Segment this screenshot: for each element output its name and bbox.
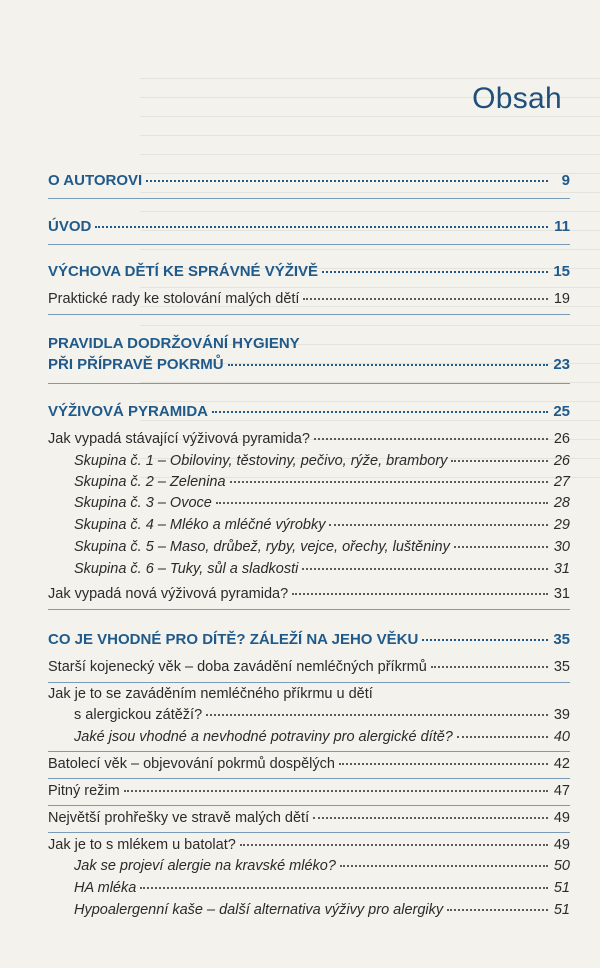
toc-entry: Pitný režim 47 [48,783,570,799]
toc-entry: PŘI PŘÍPRAVĚ POKRMŮ 23 [48,356,570,373]
toc-entry: Batolecí věk – objevování pokrmů dospělých 42 [48,756,570,772]
toc-subentry: Skupina č. 3 – Ovoce 28 [74,495,570,511]
divider [48,314,570,315]
divider [48,682,570,683]
page-title: Obsah [472,82,562,115]
toc-entry: Jak vypadá stávající výživová pyramida? 26 [48,431,570,447]
divider [48,244,570,245]
toc-entry: VÝCHOVA DĚTÍ KE SPRÁVNÉ VÝŽIVĚ 15 [48,263,570,280]
toc-entry: Starší kojenecký věk – doba zavádění nemléčných příkrmů 35 [48,659,570,675]
toc-entry: O AUTOROVI 9 [48,172,570,189]
toc-entry: ÚVOD 11 [48,218,570,235]
toc-subentry: HA mléka 51 [74,880,570,896]
toc-entry: Jak je to se zaváděním nemléčného příkrmu u dětí [48,686,373,702]
toc-entry: CO JE VHODNÉ PRO DÍTĚ? ZÁLEŽÍ NA JEHO VĚKU 35 [48,631,570,648]
toc-subentry: Jak se projeví alergie na kravské mléko? 50 [74,858,570,874]
toc-subentry: Skupina č. 1 – Obiloviny, těstoviny, pečivo, rýže, brambory 26 [74,453,570,469]
divider [48,832,570,833]
divider [48,198,570,199]
toc-subentry: Skupina č. 6 – Tuky, sůl a sladkosti 31 [74,561,570,577]
toc-subentry: Skupina č. 2 – Zelenina 27 [74,474,570,490]
toc-entry: VÝŽIVOVÁ PYRAMIDA 25 [48,403,570,420]
divider [48,778,570,779]
toc-subentry: Jaké jsou vhodné a nevhodné potraviny pro alergické dítě? 40 [74,729,570,745]
toc-subentry: Skupina č. 4 – Mléko a mléčné výrobky 29 [74,517,570,533]
toc-entry: Největší prohřešky ve stravě malých dětí 49 [48,810,570,826]
toc-subentry: Hypoalergenní kaše – další alternativa výživy pro alergiky 51 [74,902,570,918]
toc-entry: Jak vypadá nová výživová pyramida? 31 [48,586,570,602]
divider [48,383,570,384]
toc-subentry: Skupina č. 5 – Maso, drůbež, ryby, vejce, ořechy, luštěniny 30 [74,539,570,555]
toc-entry: PRAVIDLA DODRŽOVÁNÍ HYGIENY [48,335,300,352]
toc-entry: Praktické rady ke stolování malých dětí 19 [48,291,570,307]
divider [48,805,570,806]
toc-entry: Jak je to s mlékem u batolat? 49 [48,837,570,853]
divider [48,609,570,610]
toc-entry-continuation: s alergickou zátěží? 39 [74,707,570,723]
divider [48,751,570,752]
